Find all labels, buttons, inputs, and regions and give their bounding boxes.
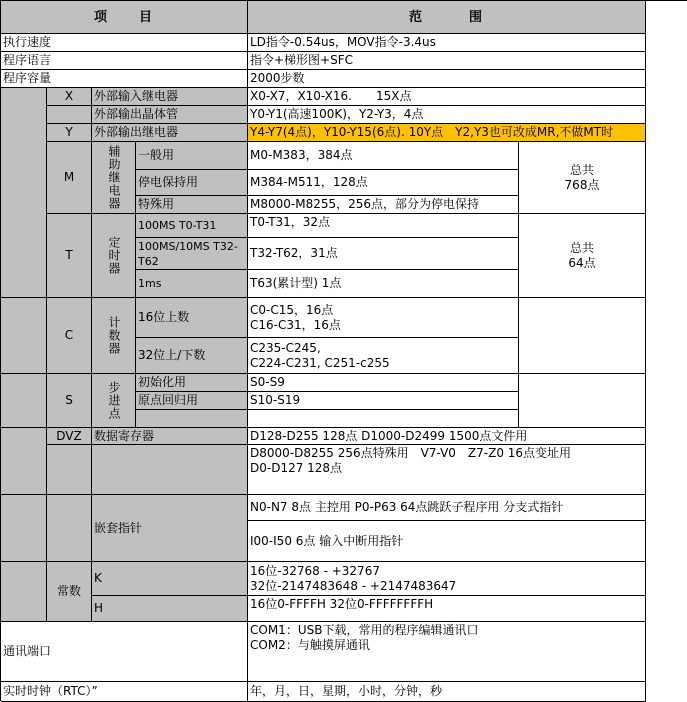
lang-label: 程序语言 xyxy=(1,52,248,70)
m-row2-value: M384-M511，128点 xyxy=(248,170,519,196)
m-row2-name: 停电保持用 xyxy=(136,170,248,196)
t-row2-value: T32-T62，31点 xyxy=(248,238,519,270)
ptr-value1: N0-N7 8点 主控用 P0-P63 64点跳跃子程序用 分支式指针 xyxy=(248,495,646,521)
t-row1-name: 100MS T0-T31 xyxy=(136,214,248,238)
header-item-text: 项 目 xyxy=(93,9,154,25)
const-name: 常数 xyxy=(47,562,92,622)
capacity-label: 程序容量 xyxy=(1,70,248,88)
s-code: S xyxy=(47,374,92,428)
ytr-value: Y0-Y1(高速100K)，Y2-Y3，4点 xyxy=(248,106,646,124)
speed-label: 执行速度 xyxy=(1,34,248,52)
s-row2-value: S10-S19 xyxy=(248,392,519,410)
c-row2-name: 32位上/下数 xyxy=(136,338,248,374)
s-row1-value: S0-S9 xyxy=(248,374,519,392)
s-row2-name: 原点回归用 xyxy=(136,392,248,410)
s-left-gray xyxy=(1,374,47,428)
rtc-label: 实时时钟（RTC）” xyxy=(1,682,248,702)
x-name: 外部输入继电器 xyxy=(92,88,248,106)
m-row3-value: M8000-M8255，256点，部分为停电保持 xyxy=(248,196,519,214)
t-row1-value: T0-T31，32点 xyxy=(248,214,519,238)
s-row1-name: 初始化用 xyxy=(136,374,248,392)
t-row3-value: T63(累计型) 1点 xyxy=(248,270,519,298)
capacity-value: 2000步数 xyxy=(248,70,646,88)
m-total: 总共 768点 xyxy=(519,142,646,214)
ptr-name: 嵌套指针 xyxy=(92,495,248,562)
s-row3-value xyxy=(248,410,519,428)
comm-label: 通讯端口 xyxy=(1,622,248,682)
s-group: 步进点 xyxy=(92,374,136,428)
const-h-value: 16位0-FFFFH 32位0-FFFFFFFFH xyxy=(248,596,646,622)
comm-value: COM1：USB下载，常用的程序编辑通讯口 COM2：与触摸屏通讯 xyxy=(248,622,646,682)
ptr-code xyxy=(47,495,92,562)
d-left-gray xyxy=(1,428,47,495)
m-row1-name: 一般用 xyxy=(136,142,248,170)
ptr-value2: I00-I50 6点 输入中断用指针 xyxy=(248,521,646,562)
m-row1-value: M0-M383，384点 xyxy=(248,142,519,170)
ytr-name: 外部输出晶体管 xyxy=(92,106,248,124)
x-value: X0-X7，X10-X16. 15X点 xyxy=(248,88,646,106)
s-row3-name xyxy=(136,410,248,428)
t-total: 总共 64点 xyxy=(519,214,646,298)
d-code: DVZ xyxy=(47,428,92,445)
m-code: M xyxy=(47,142,92,214)
c-code: C xyxy=(47,298,92,374)
c-total-empty xyxy=(519,298,646,374)
y-code: Y xyxy=(47,124,92,142)
d-name2 xyxy=(92,445,248,495)
header-item-cell xyxy=(1,1,248,34)
c-row1-value: C0-C15，16点 C16-C31，16点 xyxy=(248,298,519,338)
const-k: K xyxy=(92,562,248,596)
m-row3-name: 特殊用 xyxy=(136,196,248,214)
d-name: 数据寄存器 xyxy=(92,428,248,445)
d-value1: D128-D255 128点 D1000-D2499 1500点文件用 xyxy=(248,428,646,445)
ptr-left-gray xyxy=(1,495,47,562)
const-h: H xyxy=(92,596,248,622)
lang-value: 指令+梯形图+SFC xyxy=(248,52,646,70)
y-name: 外部输出继电器 xyxy=(92,124,248,142)
d-value2: D8000-D8255 256点特殊用 V7-V0 Z7-Z0 16点变址用 D0-D127 128点 xyxy=(248,445,646,495)
io-group-gray xyxy=(1,88,47,298)
const-left-gray xyxy=(1,562,47,622)
speed-value: LD指令-0.54us，MOV指令-3.4us xyxy=(248,34,646,52)
header-range-cell xyxy=(248,1,646,34)
m-group: 辅助继电器 xyxy=(92,142,136,214)
s-total-empty xyxy=(519,374,646,428)
ytr-code xyxy=(47,106,92,124)
y-value: Y4-Y7(4点)，Y10-Y15(6点). 10Y点 Y2,Y3也可改成MR,不做MT时 xyxy=(248,124,646,142)
const-k-value: 16位-32768 - +32767 32位-2147483648 - +2147483647 xyxy=(248,562,646,596)
c-row2-value: C235-C245, C224-C231, C251-c255 xyxy=(248,338,519,374)
t-group: 定时器 xyxy=(92,214,136,298)
t-row3-name: 1ms xyxy=(136,270,248,298)
c-group: 计数器 xyxy=(92,298,136,374)
t-code: T xyxy=(47,214,92,298)
rtc-value: 年，月，日，星期，小时，分钟，秒 xyxy=(248,682,646,702)
d-code2 xyxy=(47,445,92,495)
t-row2-name: 100MS/10MS T32-T62 xyxy=(136,238,248,270)
c-row1-name: 16位上数 xyxy=(136,298,248,338)
header-range-text: 范 围 xyxy=(408,9,484,25)
c-left-gray xyxy=(1,298,47,374)
x-code: X xyxy=(47,88,92,106)
